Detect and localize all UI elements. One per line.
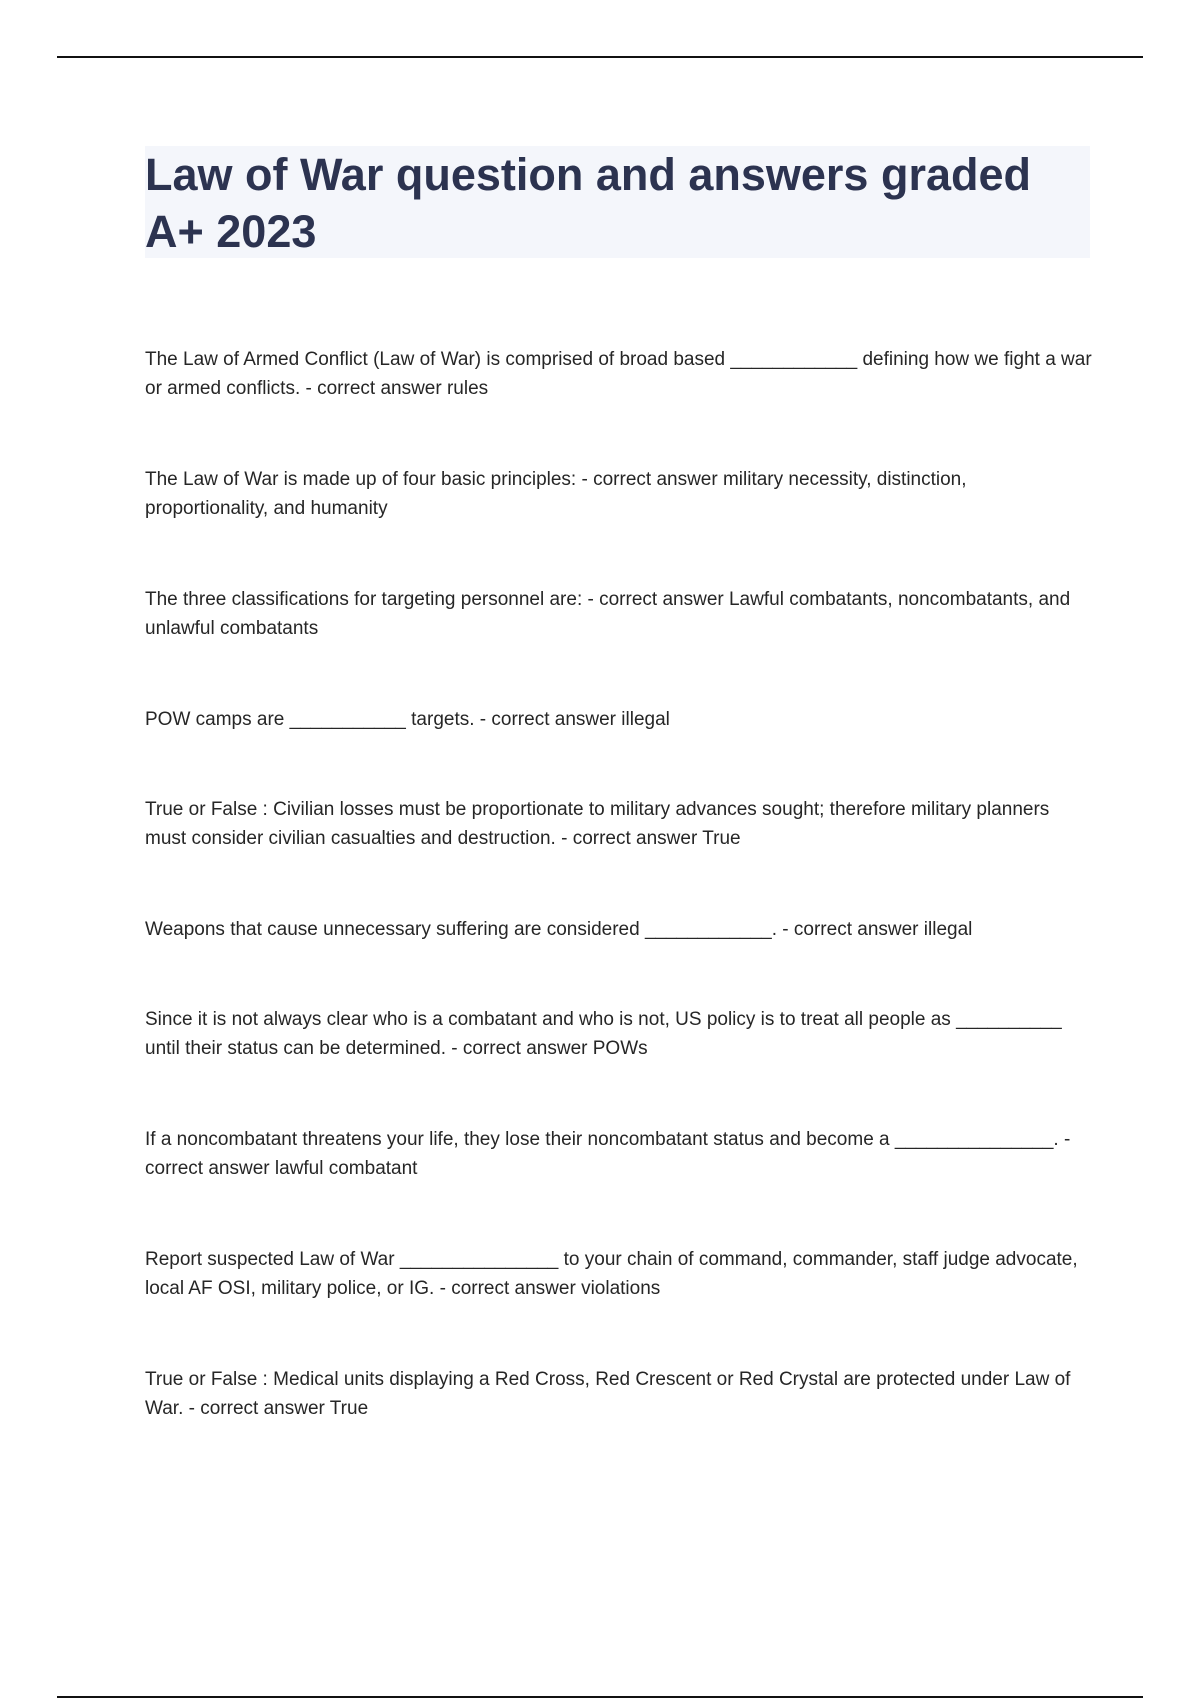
qa-list (145, 345, 1095, 1485)
page-title: Law of War question and answers graded A+ 2023 (145, 149, 1031, 257)
title-banner (145, 146, 1090, 258)
qa-item-9: Report suspected Law of War _______________ to your chain of command, commander, staff judge advocate, local AF OSI, military police, or IG. - correct answer violations (145, 1249, 1078, 1299)
qa-item-6: Weapons that cause unnecessary suffering are considered ____________. - correct answer illegal (145, 919, 973, 940)
top-rule (57, 56, 1143, 58)
qa-item-10: True or False : Medical units displaying a Red Cross, Red Crescent or Red Crystal are protected under Law of War. - correct answer True (145, 1369, 1071, 1419)
qa-item-3: The three classifications for targeting personnel are: - correct answer Lawful combatants, noncombatants, and unlawful combatants (145, 589, 1071, 639)
qa-item-7: Since it is not always clear who is a combatant and who is not, US policy is to treat all people as __________ until their status can be determined. - correct answer POWs (145, 1009, 1062, 1059)
qa-item-1: The Law of Armed Conflict (Law of War) is comprised of broad based ____________ defining how we fight a war or armed conflicts. - correct answer rules (145, 349, 1092, 399)
qa-item-2: The Law of War is made up of four basic principles: - correct answer military necessity, distinction, proportionality, and humanity (145, 469, 967, 519)
bottom-rule (57, 1696, 1143, 1698)
qa-item-8: If a noncombatant threatens your life, they lose their noncombatant status and become a _______________. - correct answer lawful combatant (145, 1129, 1071, 1179)
qa-item-5: True or False : Civilian losses must be proportionate to military advances sought; therefore military planners must consider civilian casualties and destruction. - correct answer True (145, 799, 1050, 849)
qa-item-4: POW camps are ___________ targets. - correct answer illegal (145, 709, 670, 730)
